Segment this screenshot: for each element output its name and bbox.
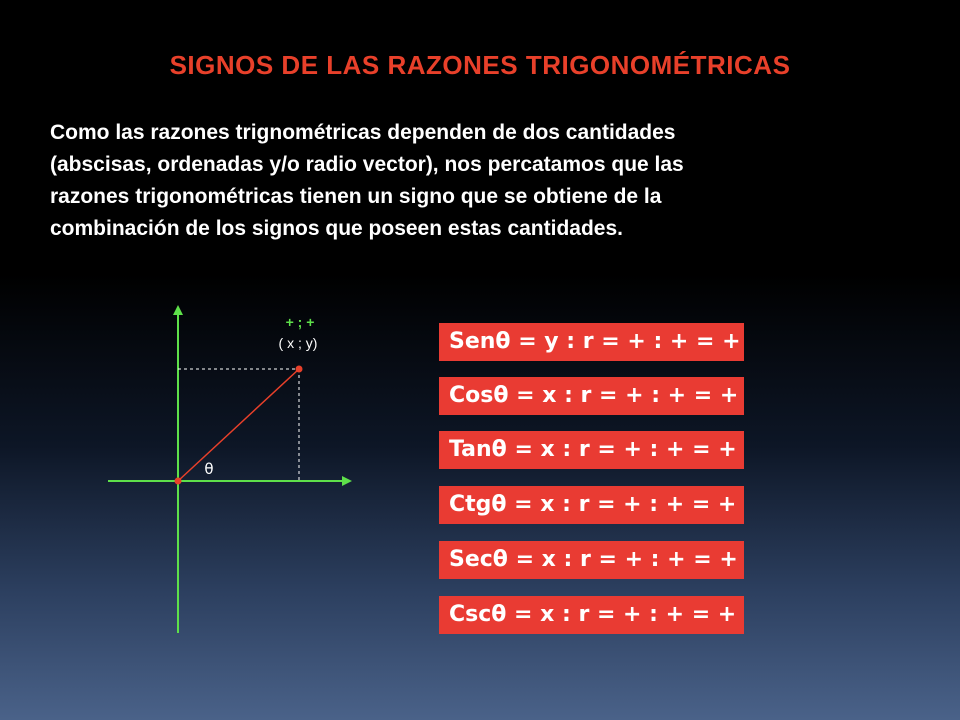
x-axis-arrowhead bbox=[342, 476, 352, 486]
y-axis-arrowhead bbox=[173, 305, 183, 315]
secant-ratio-box: Secθ = x : r = + : + = + bbox=[439, 541, 744, 579]
tangent-ratio-box: Tanθ = x : r = + : + = + bbox=[439, 431, 744, 469]
intro-line: (abscisas, ordenadas y/o radio vector), nos percatamos que las bbox=[50, 153, 684, 176]
cotangent-ratio-box: Ctgθ = x : r = + : + = + bbox=[439, 486, 744, 524]
radius-vector bbox=[178, 369, 299, 481]
slide-title: SIGNOS DE LAS RAZONES TRIGONOMÉTRICAS bbox=[169, 50, 791, 80]
intro-line: razones trigonométricas tienen un signo que se obtiene de la bbox=[50, 185, 662, 208]
cosine-ratio-box: Cosθ = x : r = + : + = + bbox=[439, 377, 744, 415]
angle-label: θ bbox=[204, 460, 214, 478]
point-label: ( x ; y) bbox=[278, 335, 318, 351]
intro-line: combinación de los signos que poseen estas cantidades. bbox=[50, 217, 623, 240]
sine-ratio-box: Senθ = y : r = + : + = + bbox=[439, 323, 744, 361]
terminal-point bbox=[296, 366, 303, 373]
intro-line: Como las razones trignométricas dependen de dos cantidades bbox=[50, 121, 676, 144]
sign-label: + ; + bbox=[285, 314, 315, 330]
origin-point bbox=[175, 478, 182, 485]
cosecant-ratio-box: Cscθ = x : r = + : + = + bbox=[439, 596, 744, 634]
